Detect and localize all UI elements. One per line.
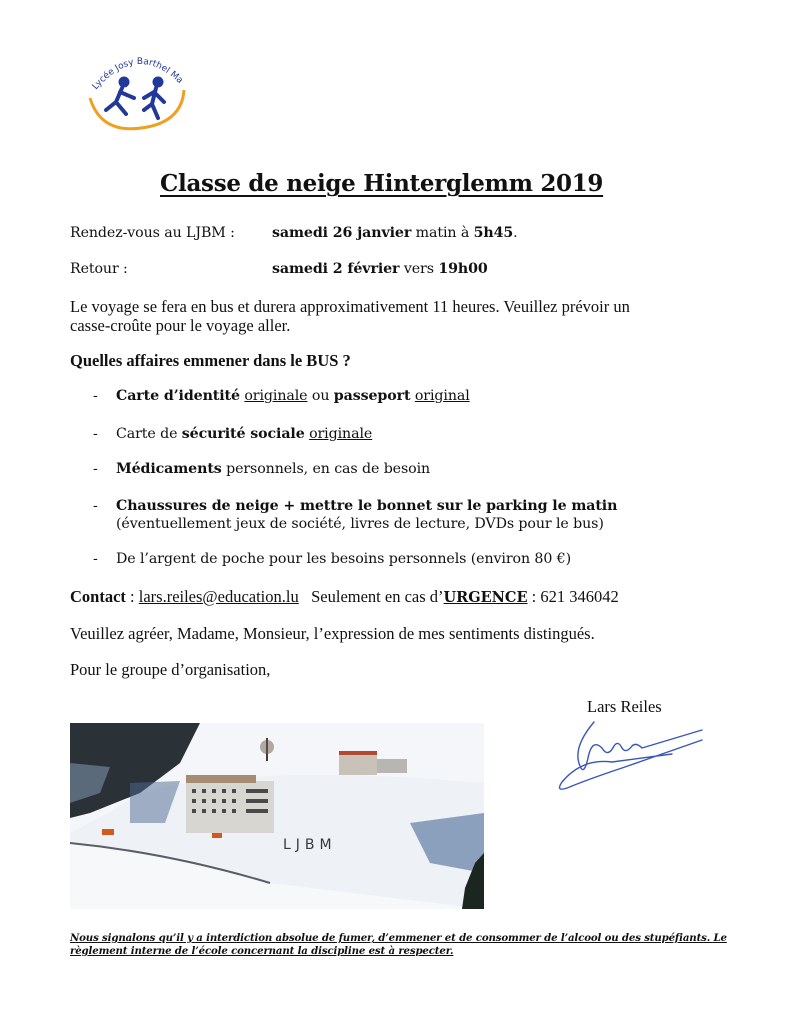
item-text: personnels, en cas de besoin: [221, 461, 431, 477]
return-mid: vers: [399, 261, 439, 277]
meeting-end: .: [513, 225, 518, 241]
item-id-card: Carte d’identité: [116, 388, 240, 404]
bullet: -: [93, 498, 98, 514]
bullet: -: [93, 461, 98, 477]
group-text: Pour le groupe d’organisation,: [70, 660, 271, 679]
return-time: 19h00: [438, 261, 488, 277]
return-label: Retour :: [70, 261, 128, 277]
item-original: originale: [244, 388, 308, 404]
meeting-details: [272, 225, 518, 241]
item-original: originale: [309, 426, 373, 442]
item-text: Carte de: [116, 426, 182, 442]
urgent-text: Seulement en cas d’: [311, 587, 444, 606]
logo-text: Lycée Josy Barthel Ma: [90, 56, 185, 92]
question-heading: Quelles affaires emmener dans le BUS ?: [70, 351, 351, 370]
meeting-time: 5h45: [473, 225, 514, 241]
contact-sep: :: [125, 587, 139, 606]
intro-line-2: casse-croûte pour le voyage aller.: [70, 316, 291, 335]
item-passport: passeport: [333, 388, 411, 404]
contact-line: [70, 587, 619, 607]
return-date: samedi 2 février: [272, 261, 400, 277]
item-original-2: original: [414, 388, 470, 404]
list-item: [116, 461, 430, 477]
meeting-label: Rendez-vous au LJBM :: [70, 225, 235, 241]
bullet: -: [93, 551, 98, 567]
snow-photo: [70, 723, 484, 909]
closing-text: Veuillez agréer, Madame, Monsieur, l’expression de mes sentiments distingués.: [70, 624, 595, 643]
bullet: -: [93, 388, 98, 404]
signature-name: Lars Reiles: [587, 697, 662, 716]
bullet: -: [93, 426, 98, 442]
urgent-word: URGENCE: [443, 589, 528, 606]
footer-notice: Nous signalons qu’il y a interdiction absolue de fumer, d’emmener et de consommer de l’alcool ou des stupéfiants. Le règlement interne de l’école concernant la discipline est à respecter.: [70, 932, 727, 957]
runners-icon: [106, 79, 164, 119]
signature-image: [552, 718, 712, 798]
item-social-security: sécurité sociale: [181, 426, 305, 442]
school-logo: [82, 46, 194, 134]
list-item-pocket-money: De l’argent de poche pour les besoins personnels (environ 80 €): [116, 551, 572, 567]
svg-text:Lycée Josy Barthel Mamer: [82, 46, 185, 92]
list-item-optional: (éventuellement jeux de société, livres de lecture, DVDs pour le bus): [116, 516, 604, 532]
meeting-date: samedi 26 janvier: [272, 225, 412, 241]
list-item: [116, 426, 372, 442]
urgent-phone: : 621 346042: [527, 587, 619, 606]
intro-line-1: Le voyage se fera en bus et durera approximativement 11 heures. Veuillez prévoir un: [70, 297, 630, 316]
list-item: [116, 388, 470, 404]
list-item-snow-boots: Chaussures de neige + mettre le bonnet sur le parking le matin: [116, 498, 618, 514]
item-medication: Médicaments: [116, 461, 222, 477]
contact-email-link[interactable]: lars.reiles@education.lu: [138, 587, 299, 606]
contact-label: Contact: [70, 587, 126, 606]
return-details: [272, 261, 488, 277]
item-or: ou: [307, 388, 334, 404]
snow-text: LJBM: [283, 837, 337, 853]
page-title: Classe de neige Hinterglemm 2019: [160, 170, 604, 197]
meeting-mid: matin à: [411, 225, 474, 241]
